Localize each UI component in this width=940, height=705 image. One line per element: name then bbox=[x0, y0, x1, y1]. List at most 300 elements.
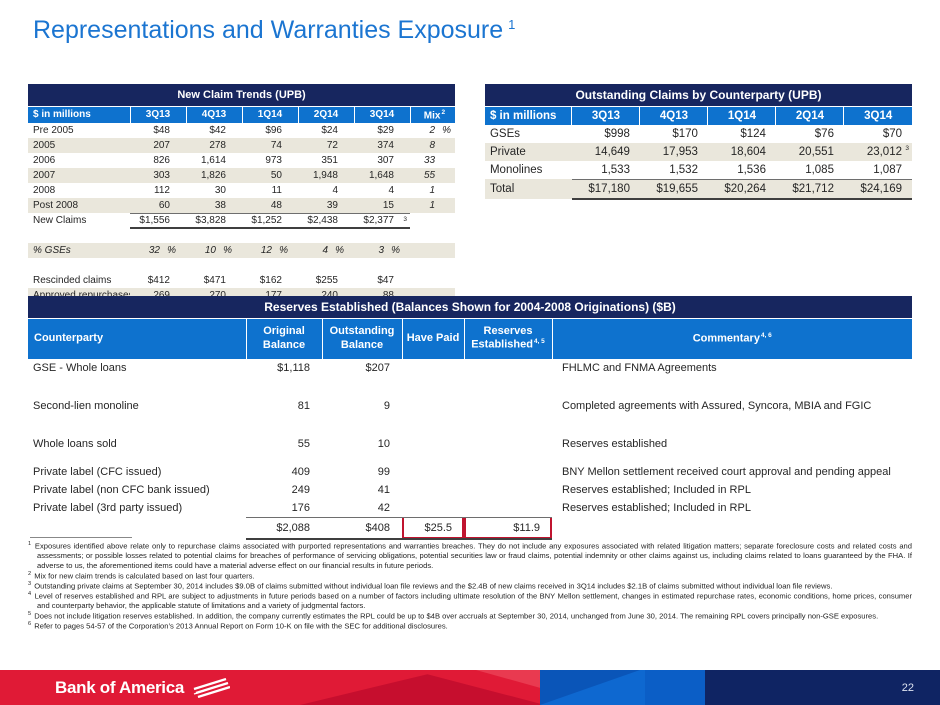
cell-value: 4Q13 bbox=[201, 109, 227, 121]
column-header bbox=[322, 318, 402, 359]
column-header bbox=[552, 318, 912, 359]
cell-value: 112 bbox=[154, 185, 170, 196]
table-cell bbox=[186, 168, 242, 183]
table-cell bbox=[410, 168, 455, 183]
cell-value: 249 bbox=[291, 484, 310, 496]
table-cell bbox=[464, 499, 552, 517]
footnote-number: 6 bbox=[28, 621, 32, 628]
cell-value: 1,948 bbox=[312, 170, 338, 181]
header-row bbox=[485, 106, 912, 125]
column-header-counterparty bbox=[28, 318, 246, 359]
cell-value: 2008 bbox=[33, 185, 56, 196]
cell-value: Reserves Established (Balances Shown for 2004-2008 Originations) ($B) bbox=[264, 299, 676, 314]
spacer-row bbox=[28, 258, 455, 273]
footnote-ref: 2 bbox=[441, 108, 446, 116]
table-cell bbox=[322, 481, 402, 499]
commentary-cell bbox=[552, 435, 912, 453]
cell-value: Have Paid bbox=[406, 331, 460, 344]
row-label bbox=[28, 183, 130, 198]
table-cell bbox=[242, 213, 298, 228]
cell-value: 4Q13 bbox=[659, 109, 689, 122]
row-label bbox=[28, 198, 130, 213]
footnote bbox=[28, 541, 912, 571]
cell-value: 74 bbox=[270, 140, 282, 151]
data-row bbox=[28, 273, 455, 288]
cell-value: Outstanding Balance bbox=[329, 325, 395, 351]
unit-label bbox=[28, 106, 130, 123]
cell-value: $ in millions bbox=[33, 109, 91, 121]
cell-value: $1,118 bbox=[277, 362, 310, 374]
footnote-text: Exposures identified above relate only to repurchase claims associated with purported representations and warranties breaches. They do not include any exposures associated with related litigation matters; separate foreclosure costs and related costs and assessments; or possible losses related to potential claims for breaches of performance of servicing obligations, potential securities law or fraud claims, potential indemnity or other claims against us, including claims related to loans guaranteed by the FHA. If adverse to us, the aforementioned items could have a material adverse effect on our financial results in future periods. bbox=[32, 541, 912, 570]
table-cell bbox=[130, 168, 186, 183]
cell-value: 3Q13 bbox=[591, 109, 621, 122]
table-cell bbox=[354, 153, 410, 168]
table-cell bbox=[410, 198, 455, 213]
cell-value: 4 bbox=[388, 185, 394, 196]
cell-value: $96 bbox=[265, 125, 282, 136]
bank-of-america-logo bbox=[55, 670, 230, 705]
cell-value: 48 bbox=[270, 199, 282, 211]
row-label bbox=[28, 397, 246, 415]
table-cell bbox=[242, 183, 298, 198]
cell-value: 1,532 bbox=[669, 163, 698, 176]
table-cell bbox=[186, 183, 242, 198]
table-cell bbox=[572, 179, 640, 199]
footnote-text: Level of reserves established and RPL are subject to adjustments in future periods based on a number of factors including ultimate resolution of the BNY Mellon settlement, changes in estimated repurchase rates, economic conditions, home prices, consumer and counterparty behavior, the applicable statute of limitations and a variety of judgmental factors. bbox=[32, 591, 912, 611]
footnote-ref: 4, 6 bbox=[760, 331, 772, 339]
table-cell bbox=[242, 123, 298, 138]
table-cell bbox=[130, 138, 186, 153]
cell-value: 8 bbox=[429, 140, 436, 151]
table-title-row bbox=[28, 296, 912, 318]
row-label bbox=[28, 213, 130, 228]
table-cell bbox=[130, 153, 186, 168]
table-cell bbox=[776, 179, 844, 199]
table-cell bbox=[322, 499, 402, 517]
outstanding-claims-table bbox=[485, 84, 912, 200]
table-cell bbox=[640, 161, 708, 179]
cell-value: 1,614 bbox=[200, 155, 226, 166]
data-row bbox=[28, 198, 455, 213]
cell-value: 23,012 bbox=[866, 146, 902, 158]
table-cell bbox=[242, 273, 298, 288]
cell-value: 303 bbox=[153, 170, 170, 181]
cell-value: 3Q13 bbox=[145, 109, 171, 121]
cell-value: $20,264 bbox=[724, 182, 766, 195]
percent-sign: % bbox=[391, 245, 400, 256]
table-cell bbox=[410, 138, 455, 153]
cell-value: BNY Mellon settlement received court approval and pending appeal bbox=[562, 466, 891, 478]
table-title-row bbox=[485, 84, 912, 106]
logo-text: Bank of America bbox=[55, 677, 185, 697]
table-cell bbox=[298, 243, 354, 258]
page-number: 22 bbox=[901, 681, 914, 694]
cell-value: Private label (non CFC bank issued) bbox=[33, 484, 210, 496]
table-cell bbox=[246, 481, 322, 499]
table-cell bbox=[708, 125, 776, 143]
row-label bbox=[28, 481, 246, 499]
table-cell bbox=[354, 138, 410, 153]
new-claims-total-row bbox=[28, 213, 455, 228]
table-cell bbox=[640, 143, 708, 161]
cell-value: 17,953 bbox=[662, 146, 698, 158]
data-row bbox=[28, 138, 455, 153]
cell-value: Monolines bbox=[489, 164, 543, 176]
cell-value: 1,648 bbox=[368, 170, 394, 181]
cell-value: 1,533 bbox=[601, 163, 630, 176]
table-cell bbox=[640, 179, 708, 199]
cell-value: Mix bbox=[423, 109, 441, 121]
cell-value: GSEs bbox=[489, 128, 521, 140]
row-label bbox=[28, 168, 130, 183]
table-cell bbox=[572, 161, 640, 179]
spacer-row bbox=[28, 228, 455, 243]
column-header bbox=[844, 106, 912, 125]
cell-value: $412 bbox=[147, 275, 170, 286]
table-cell bbox=[246, 435, 322, 453]
table-cell bbox=[298, 168, 354, 183]
row-label bbox=[28, 499, 246, 517]
cell-value: $48 bbox=[153, 125, 170, 136]
cell-value: 15 bbox=[382, 199, 394, 211]
table-cell bbox=[410, 183, 455, 198]
table-title-cell bbox=[28, 84, 455, 106]
cell-value: 409 bbox=[291, 466, 310, 478]
data-row bbox=[28, 397, 912, 415]
cell-value: $471 bbox=[203, 275, 226, 286]
footnote-text: Mix for new claim trends is calculated based on last four quarters. bbox=[32, 571, 255, 581]
cell-value: 14,649 bbox=[594, 146, 630, 158]
cell-value: $207 bbox=[365, 362, 390, 374]
footnote bbox=[28, 581, 912, 591]
column-header bbox=[354, 106, 410, 123]
footnote-text: Does not include litigation reserves established. In addition, the company currently estimates the RPL could be up to $4B over accruals at September 30, 2014, unchanged from June 30, 2014. The remaining RPL covers principally non-GSE exposures. bbox=[32, 611, 879, 621]
cell-value: 1Q14 bbox=[727, 109, 757, 122]
table-cell bbox=[130, 213, 186, 228]
table-cell bbox=[708, 143, 776, 161]
cell-value: $24,169 bbox=[860, 182, 902, 195]
column-header bbox=[242, 106, 298, 123]
cell-value: $2,088 bbox=[276, 521, 310, 534]
table-cell bbox=[322, 463, 402, 481]
cell-value: 2 bbox=[429, 125, 436, 136]
table-cell bbox=[410, 123, 455, 138]
table-cell bbox=[246, 517, 322, 539]
table-title-cell bbox=[28, 296, 912, 318]
column-header bbox=[708, 106, 776, 125]
table-cell bbox=[402, 435, 464, 453]
cell-value: 99 bbox=[377, 466, 390, 478]
cell-value: $2,438 bbox=[307, 214, 338, 226]
cell-value: 973 bbox=[265, 155, 282, 166]
data-row bbox=[28, 153, 455, 168]
table-cell bbox=[28, 228, 455, 243]
table-cell bbox=[242, 153, 298, 168]
cell-value: $47 bbox=[377, 275, 394, 286]
cell-value: 42 bbox=[377, 501, 390, 514]
cell-value: 2Q14 bbox=[313, 109, 339, 121]
reserves-established-table bbox=[28, 296, 912, 540]
data-row bbox=[28, 463, 912, 481]
table-cell bbox=[402, 481, 464, 499]
table-cell bbox=[298, 153, 354, 168]
row-label bbox=[485, 161, 572, 179]
footnote-number: 5 bbox=[28, 611, 32, 618]
table-cell bbox=[572, 143, 640, 161]
table-cell bbox=[186, 273, 242, 288]
cell-value: $170 bbox=[672, 128, 698, 140]
cell-value: $11.9 bbox=[513, 521, 540, 534]
data-row bbox=[28, 481, 912, 499]
data-row bbox=[28, 168, 455, 183]
table-cell bbox=[844, 179, 912, 199]
cell-value: Reserves established; Included in RPL bbox=[562, 502, 751, 514]
title-footnote-ref: 1 bbox=[508, 16, 516, 32]
cell-value: Private label (3rd party issued) bbox=[33, 502, 183, 514]
data-row bbox=[485, 125, 912, 143]
cell-value: 30 bbox=[214, 185, 226, 196]
table-cell bbox=[246, 359, 322, 377]
cell-value: 374 bbox=[377, 140, 394, 151]
cell-value: $998 bbox=[604, 128, 630, 140]
table-cell bbox=[844, 125, 912, 143]
column-header bbox=[246, 318, 322, 359]
cell-value: 10 bbox=[204, 245, 216, 256]
percent-sign: % bbox=[335, 245, 344, 256]
table-cell bbox=[354, 273, 410, 288]
commentary-cell bbox=[552, 397, 912, 415]
cell-value: 12 bbox=[260, 245, 272, 256]
cell-value: $24 bbox=[321, 125, 338, 136]
cell-value: Reserves Established bbox=[471, 324, 533, 352]
header-row bbox=[28, 106, 455, 123]
column-header bbox=[464, 318, 552, 359]
table-cell bbox=[776, 143, 844, 161]
footnote-number: 3 bbox=[28, 580, 32, 587]
spacer-row bbox=[28, 453, 912, 463]
cell-value: 826 bbox=[153, 155, 170, 166]
mix-column-header bbox=[410, 106, 455, 123]
cell-value: 2005 bbox=[33, 140, 56, 151]
table-cell bbox=[402, 499, 464, 517]
cell-value: New Claims bbox=[33, 215, 87, 226]
data-row bbox=[28, 435, 912, 453]
cell-value: Private bbox=[489, 146, 526, 158]
cell-value: $2,377 bbox=[363, 214, 394, 226]
cell-value: 3Q14 bbox=[369, 109, 395, 121]
cell-value: Counterparty bbox=[34, 331, 104, 344]
cell-value: $42 bbox=[209, 125, 226, 136]
table-cell bbox=[640, 125, 708, 143]
spacer-row bbox=[28, 377, 912, 397]
table-cell bbox=[246, 499, 322, 517]
table-cell bbox=[844, 161, 912, 179]
column-header bbox=[640, 106, 708, 125]
cell-value: 1,536 bbox=[737, 163, 766, 176]
cell-value: Original Balance bbox=[262, 325, 306, 351]
data-row bbox=[28, 499, 912, 517]
table-cell bbox=[776, 125, 844, 143]
cell-value: 1 bbox=[429, 200, 436, 211]
table-title-row bbox=[28, 84, 455, 106]
footnote bbox=[28, 571, 912, 581]
cell-value: $1,252 bbox=[251, 214, 282, 226]
table-cell bbox=[130, 198, 186, 213]
cell-value: 4 bbox=[322, 245, 328, 256]
percent-sign: % bbox=[223, 245, 232, 256]
boa-flag-icon bbox=[192, 678, 230, 698]
cell-value: $408 bbox=[365, 521, 390, 534]
table-cell bbox=[464, 359, 552, 377]
table-cell bbox=[354, 243, 410, 258]
cell-value: Second-lien monoline bbox=[33, 400, 139, 412]
table-cell bbox=[354, 213, 410, 228]
cell-value: 1Q14 bbox=[257, 109, 283, 121]
data-row bbox=[485, 143, 912, 161]
cell-value: Outstanding Claims by Counterparty (UPB) bbox=[575, 87, 822, 102]
table-cell bbox=[186, 123, 242, 138]
table-cell bbox=[186, 138, 242, 153]
commentary-cell bbox=[552, 463, 912, 481]
table-cell bbox=[242, 198, 298, 213]
column-header bbox=[186, 106, 242, 123]
table-cell bbox=[298, 183, 354, 198]
cell-value: $25.5 bbox=[424, 521, 452, 534]
data-row bbox=[485, 161, 912, 179]
table-cell bbox=[28, 258, 455, 273]
row-label bbox=[28, 435, 246, 453]
cell-value: 2007 bbox=[33, 170, 56, 181]
cell-value: 2006 bbox=[33, 155, 56, 166]
table-cell bbox=[298, 123, 354, 138]
row-label bbox=[28, 153, 130, 168]
cell-value: 50 bbox=[270, 170, 282, 181]
table-cell bbox=[708, 179, 776, 199]
cell-value: Commentary bbox=[692, 332, 760, 345]
table-cell bbox=[186, 243, 242, 258]
row-label bbox=[28, 138, 130, 153]
cell-value: Completed agreements with Assured, Syncora, MBIA and FGIC bbox=[562, 400, 872, 412]
footnote-number: 1 bbox=[28, 541, 32, 547]
data-row bbox=[28, 123, 455, 138]
percent-sign: % bbox=[442, 125, 452, 136]
table-cell bbox=[410, 243, 455, 258]
row-label bbox=[485, 143, 572, 161]
table-cell bbox=[354, 183, 410, 198]
cell-value: 207 bbox=[153, 140, 170, 151]
cell-value: 176 bbox=[291, 501, 310, 514]
table-cell bbox=[354, 198, 410, 213]
cell-value: 55 bbox=[297, 438, 310, 450]
cell-value: 81 bbox=[297, 400, 310, 412]
cell-value: GSE - Whole loans bbox=[33, 362, 127, 374]
percent-sign: % bbox=[167, 245, 176, 256]
table-cell bbox=[28, 377, 912, 397]
cell-value: Reserves established; Included in RPL bbox=[562, 484, 751, 496]
table-cell bbox=[354, 123, 410, 138]
footnote-separator bbox=[30, 537, 132, 538]
footnote-text: Refer to pages 54-57 of the Corporation’s 2013 Annual Report on Form 10-K on file with the SEC for additional disclosures. bbox=[32, 621, 448, 631]
table-cell bbox=[186, 213, 242, 228]
cell-value: Reserves established bbox=[562, 438, 668, 450]
row-label bbox=[485, 125, 572, 143]
table-cell bbox=[410, 273, 455, 288]
cell-value: $19,655 bbox=[656, 182, 698, 195]
total-row bbox=[28, 517, 912, 539]
cell-value: $3,828 bbox=[195, 214, 226, 226]
column-header bbox=[776, 106, 844, 125]
table-cell bbox=[298, 273, 354, 288]
table-cell bbox=[464, 397, 552, 415]
table-cell bbox=[242, 138, 298, 153]
cell-value: FHLMC and FNMA Agreements bbox=[562, 362, 717, 374]
cell-value: 1 bbox=[429, 185, 436, 196]
cell-value: $1,556 bbox=[139, 214, 170, 226]
row-label bbox=[28, 123, 130, 138]
footnotes bbox=[28, 541, 912, 632]
cell-value: 39 bbox=[326, 199, 338, 211]
cell-value: $21,712 bbox=[792, 182, 834, 195]
top-tables-row bbox=[28, 84, 912, 303]
table-cell bbox=[410, 153, 455, 168]
column-header bbox=[130, 106, 186, 123]
table-cell bbox=[402, 359, 464, 377]
header-row bbox=[28, 318, 912, 359]
footnote-number: 2 bbox=[28, 570, 32, 577]
footnote-ref: 4, 5 bbox=[533, 338, 545, 346]
column-header bbox=[402, 318, 464, 359]
cell-value: 10 bbox=[377, 438, 390, 450]
table-cell bbox=[28, 453, 912, 463]
table-cell bbox=[776, 161, 844, 179]
new-claim-trends-table bbox=[28, 84, 455, 303]
cell-value: Rescinded claims bbox=[33, 275, 112, 286]
table-cell bbox=[130, 183, 186, 198]
table-cell bbox=[844, 143, 912, 161]
cell-value: 11 bbox=[271, 185, 282, 196]
footnote-ref: 3 bbox=[905, 145, 909, 152]
table-cell bbox=[246, 397, 322, 415]
cell-value: 20,551 bbox=[798, 146, 834, 158]
table-cell bbox=[298, 213, 354, 228]
cell-value: Pre 2005 bbox=[33, 125, 74, 136]
table-cell bbox=[130, 273, 186, 288]
table-cell bbox=[464, 435, 552, 453]
cell-value: 1,085 bbox=[805, 163, 834, 176]
cell-value: New Claim Trends (UPB) bbox=[177, 88, 306, 101]
table-cell bbox=[186, 153, 242, 168]
table-cell bbox=[572, 125, 640, 143]
column-header bbox=[298, 106, 354, 123]
cell-value: $17,180 bbox=[588, 182, 630, 195]
cell-value: 72 bbox=[326, 140, 338, 151]
table-cell bbox=[130, 243, 186, 258]
data-row bbox=[28, 183, 455, 198]
cell-value: % GSEs bbox=[33, 245, 71, 256]
table-cell bbox=[464, 481, 552, 499]
column-header bbox=[572, 106, 640, 125]
cell-value: 38 bbox=[214, 199, 226, 211]
table-cell bbox=[28, 415, 912, 435]
table-cell bbox=[242, 243, 298, 258]
table-cell bbox=[242, 168, 298, 183]
table-cell bbox=[298, 198, 354, 213]
commentary-cell bbox=[552, 481, 912, 499]
table-cell bbox=[464, 463, 552, 481]
cell-value: 4 bbox=[332, 185, 338, 196]
cell-value: 1,826 bbox=[200, 170, 226, 181]
table-cell bbox=[552, 517, 912, 539]
